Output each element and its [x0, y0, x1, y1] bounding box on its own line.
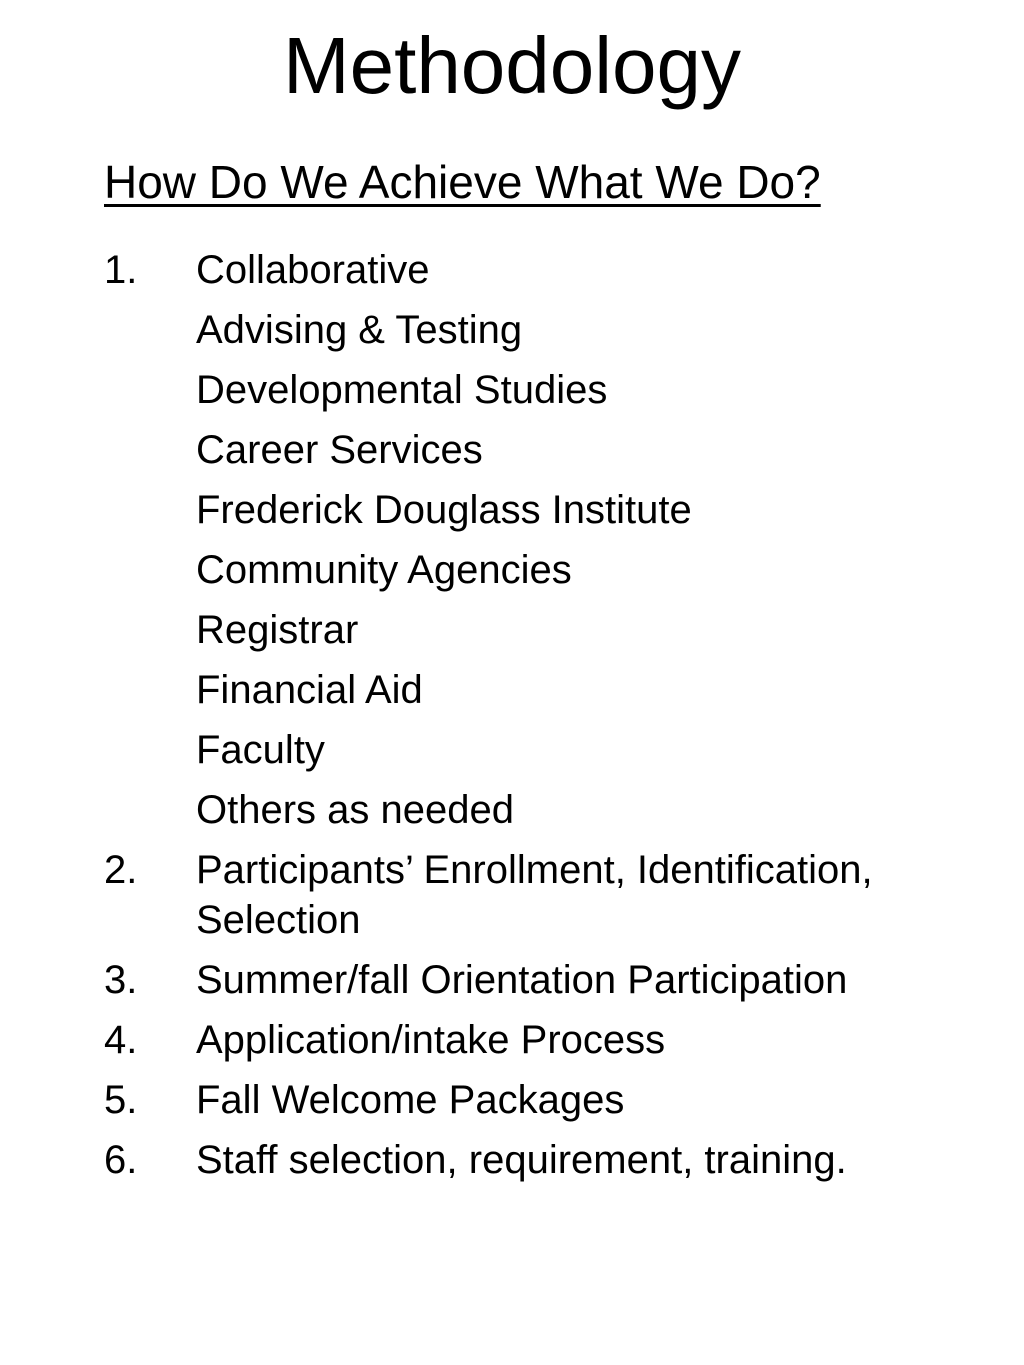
list-item	[104, 1070, 1004, 1130]
list-item-text: Staff selection, requirement, training.	[196, 1138, 847, 1182]
list-item-number: 4.	[104, 1018, 138, 1062]
list-item-text: Summer/fall Orientation Participation	[196, 958, 848, 1002]
slide-title: Methodology	[282, 21, 742, 110]
list-item-number: 1.	[104, 248, 138, 292]
list-item	[104, 1010, 1004, 1070]
list-item	[104, 950, 1004, 1010]
collaborator-item: Registrar	[196, 608, 359, 652]
list-item-text: Participants’ Enrollment, Identification, Selection	[196, 848, 873, 942]
list-item-text: Collaborative	[196, 248, 430, 292]
collaborator-item: Others as needed	[196, 788, 514, 832]
methodology-list	[104, 240, 1004, 1190]
collaborator-item: Developmental Studies	[196, 368, 608, 412]
collaborator-item: Advising & Testing	[196, 308, 523, 352]
list-item	[104, 840, 1004, 950]
list-item-number: 6.	[104, 1138, 138, 1182]
list-item-number: 3.	[104, 958, 138, 1002]
list-item-text: Fall Welcome Packages	[196, 1078, 625, 1122]
collaborator-item: Frederick Douglass Institute	[196, 488, 692, 532]
slide-subtitle: How Do We Achieve What We Do?	[104, 156, 821, 208]
collaborator-item: Faculty	[196, 728, 325, 772]
collaborator-list	[196, 300, 1004, 840]
list-item-text: Application/intake Process	[196, 1018, 666, 1062]
list-item	[104, 1130, 1004, 1190]
list-item	[104, 240, 1004, 840]
collaborator-item: Community Agencies	[196, 548, 572, 592]
list-item-number: 2.	[104, 848, 138, 892]
collaborator-item: Career Services	[196, 428, 483, 472]
list-item-number: 5.	[104, 1078, 138, 1122]
collaborator-item: Financial Aid	[196, 668, 423, 712]
